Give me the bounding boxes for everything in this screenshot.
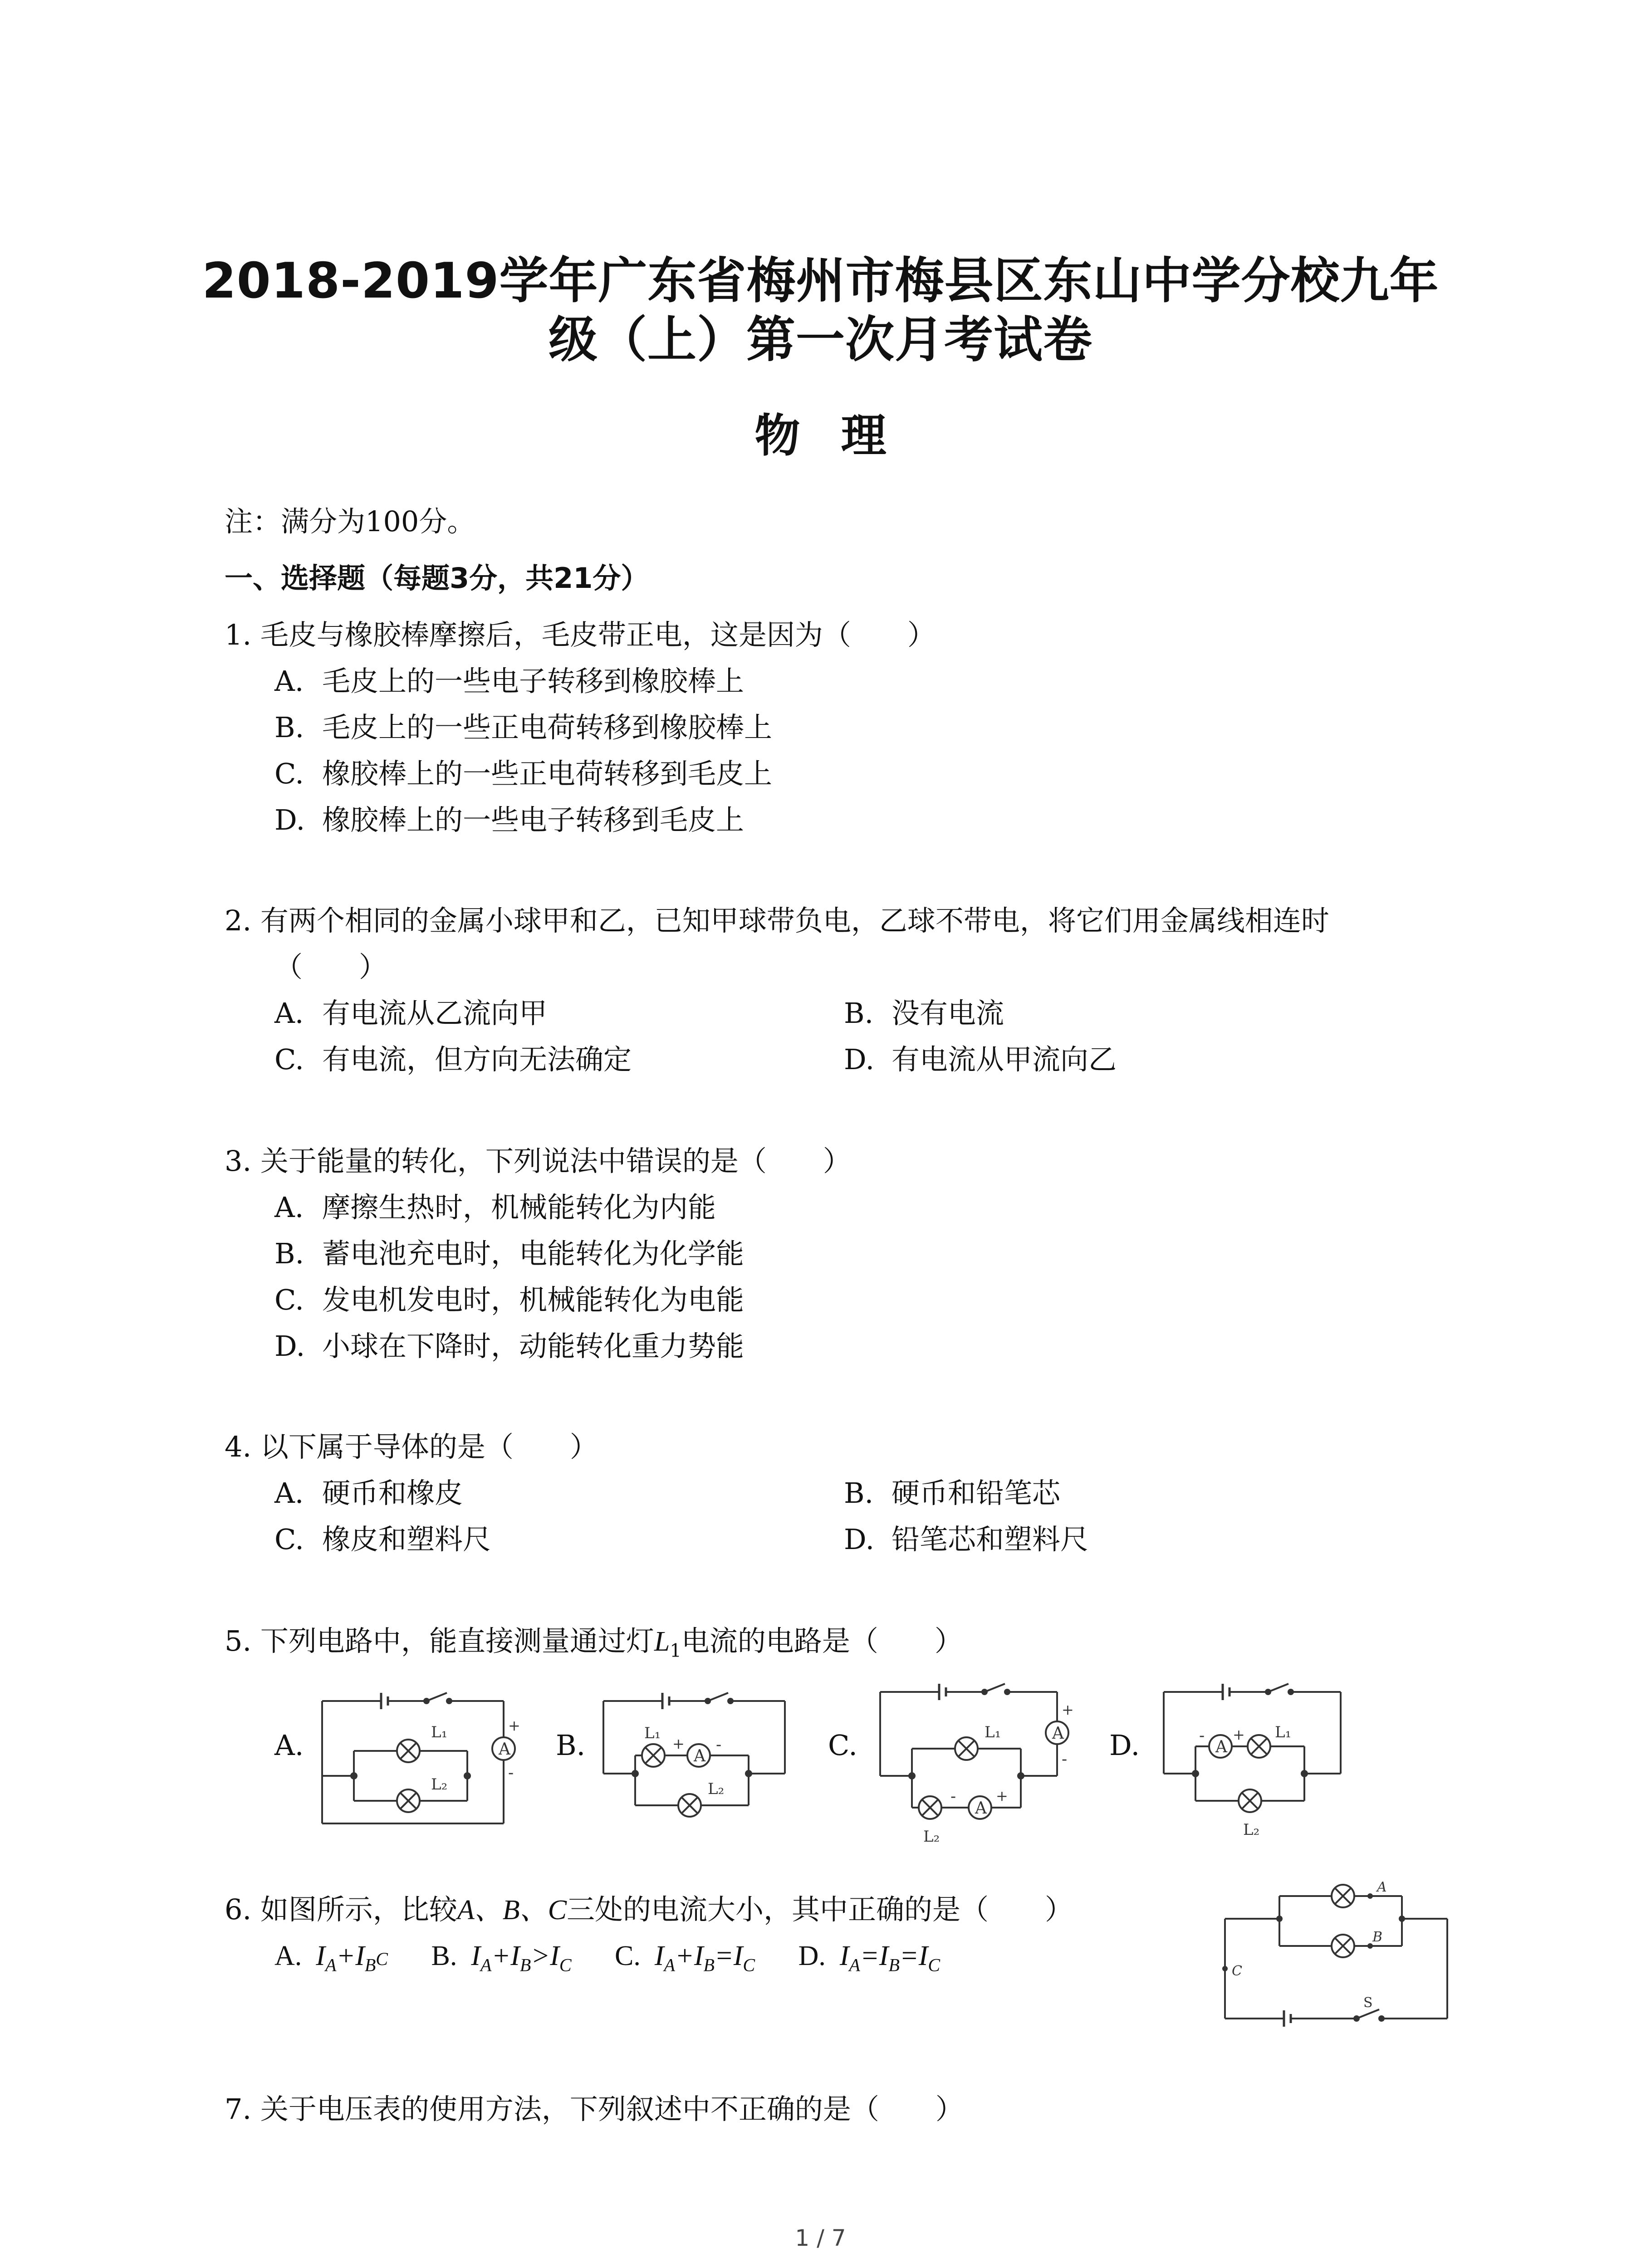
q3-option-c: C. 发电机发电时，机械能转化为电能 — [274, 1283, 745, 1316]
svg-text:+: + — [1233, 1726, 1245, 1743]
q2-option-a: A. 有电流从乙流向甲 — [274, 997, 548, 1030]
q6-option-a: A. $I_A+I_BC$ — [274, 1941, 388, 1975]
page-number: 1 / 7 — [795, 2225, 846, 2251]
doc-title-line1: 2018-2019学年广东省梅州市梅县区东山中学分校九年 — [202, 253, 1439, 309]
q2-option-d: D. 有电流从甲流向乙 — [844, 1043, 1117, 1076]
doc-subject: 物理 — [754, 409, 927, 462]
svg-text:L₂: L₂ — [431, 1775, 448, 1794]
q5-stem: 5. 下列电路中，能直接测量通过灯$L_1$电流的电路是（ ） — [225, 1624, 963, 1662]
q5-option-c-label: C. — [828, 1729, 857, 1762]
svg-text:C: C — [1232, 1963, 1242, 1979]
q3-stem: 3. 关于能量的转化，下列说法中错误的是（ ） — [225, 1144, 851, 1178]
doc-title-line2: 级（上）第一次月考试卷 — [548, 312, 1092, 368]
q6-option-d: D. $I_A=I_B=I_C$ — [798, 1941, 941, 1975]
svg-text:B: B — [1372, 1929, 1383, 1945]
q5-option-b-label: B. — [556, 1729, 586, 1762]
q4-option-a: A. 硬币和橡皮 — [274, 1476, 463, 1510]
svg-text:A: A — [1215, 1738, 1227, 1756]
q6-circuit — [1220, 1879, 1465, 2034]
q3-option-b: B. 蓄电池充电时，电能转化为化学能 — [274, 1237, 745, 1270]
q4-stem: 4. 以下属于导体的是（ ） — [225, 1430, 598, 1463]
svg-text:A: A — [1377, 1879, 1387, 1895]
q3-option-a: A. 摩擦生热时，机械能转化为内能 — [274, 1191, 716, 1224]
q6-options — [274, 1938, 976, 1983]
q6-option-b: B. $I_A+I_B>I_C$ — [431, 1941, 572, 1975]
svg-text:+: + — [672, 1735, 685, 1752]
svg-text:L₂: L₂ — [1243, 1821, 1260, 1839]
svg-text:-: - — [950, 1787, 956, 1806]
q6-option-c: C. $I_A+I_B=I_C$ — [615, 1941, 755, 1975]
svg-text:A: A — [1052, 1724, 1064, 1743]
q5-option-d-label: D. — [1109, 1729, 1140, 1762]
q5-circuit-a — [318, 1687, 520, 1834]
q6-stem: 6. 如图所示，比较A、B、C三处的电流大小，其中正确的是（ ） — [225, 1893, 1073, 1926]
score-note: 注：满分为100分。 — [225, 505, 475, 538]
svg-text:S: S — [1363, 1995, 1373, 2011]
svg-text:L₂: L₂ — [708, 1780, 725, 1798]
svg-text:A: A — [975, 1799, 987, 1818]
q2-stem-paren: （ ） — [274, 950, 387, 983]
svg-text:-: - — [1199, 1726, 1205, 1745]
q1-option-d: D. 橡胶棒上的一些电子转移到毛皮上 — [274, 803, 745, 836]
svg-text:+: + — [1062, 1701, 1074, 1718]
svg-text:L₂: L₂ — [923, 1828, 940, 1846]
svg-text:A: A — [694, 1747, 705, 1765]
svg-text:+: + — [508, 1717, 520, 1734]
q2-option-b: B. 没有电流 — [844, 997, 1004, 1030]
svg-text:L₁: L₁ — [644, 1724, 661, 1742]
svg-text:L₁: L₁ — [1275, 1723, 1292, 1741]
q2-option-c: C. 有电流，但方向无法确定 — [274, 1043, 632, 1076]
svg-text:A: A — [499, 1740, 510, 1759]
svg-text:+: + — [996, 1787, 1008, 1804]
q7-stem: 7. 关于电压表的使用方法，下列叙述中不正确的是（ ） — [225, 2092, 964, 2126]
q1-option-a: A. 毛皮上的一些电子转移到橡胶棒上 — [274, 665, 745, 698]
q5-circuit-c — [876, 1678, 1089, 1853]
q4-option-b: B. 硬币和铅笔芯 — [844, 1476, 1061, 1510]
svg-text:-: - — [1062, 1750, 1068, 1769]
svg-text:-: - — [716, 1735, 722, 1754]
svg-text:L₁: L₁ — [431, 1723, 448, 1741]
q1-option-c: C. 橡胶棒上的一些正电荷转移到毛皮上 — [274, 757, 773, 790]
q4-option-c: C. 橡皮和塑料尺 — [274, 1523, 491, 1556]
q1-option-b: B. 毛皮上的一些正电荷转移到橡胶棒上 — [274, 711, 773, 744]
q5-circuit-d — [1159, 1678, 1359, 1853]
svg-text:-: - — [508, 1764, 514, 1782]
q1-stem: 1. 毛皮与橡胶棒摩擦后，毛皮带正电，这是因为（ ） — [225, 618, 936, 651]
svg-text:L₁: L₁ — [985, 1723, 1001, 1741]
section-heading: 一、选择题（每题3分，共21分） — [225, 562, 649, 595]
q5-circuit-b — [599, 1687, 798, 1834]
q5-option-a-label: A. — [274, 1729, 304, 1762]
q4-option-d: D. 铅笔芯和塑料尺 — [844, 1523, 1089, 1556]
q3-option-d: D. 小球在下降时，动能转化重力势能 — [274, 1330, 745, 1363]
q2-stem: 2. 有两个相同的金属小球甲和乙，已知甲球带负电，乙球不带电，将它们用金属线相连时 — [225, 904, 1329, 937]
